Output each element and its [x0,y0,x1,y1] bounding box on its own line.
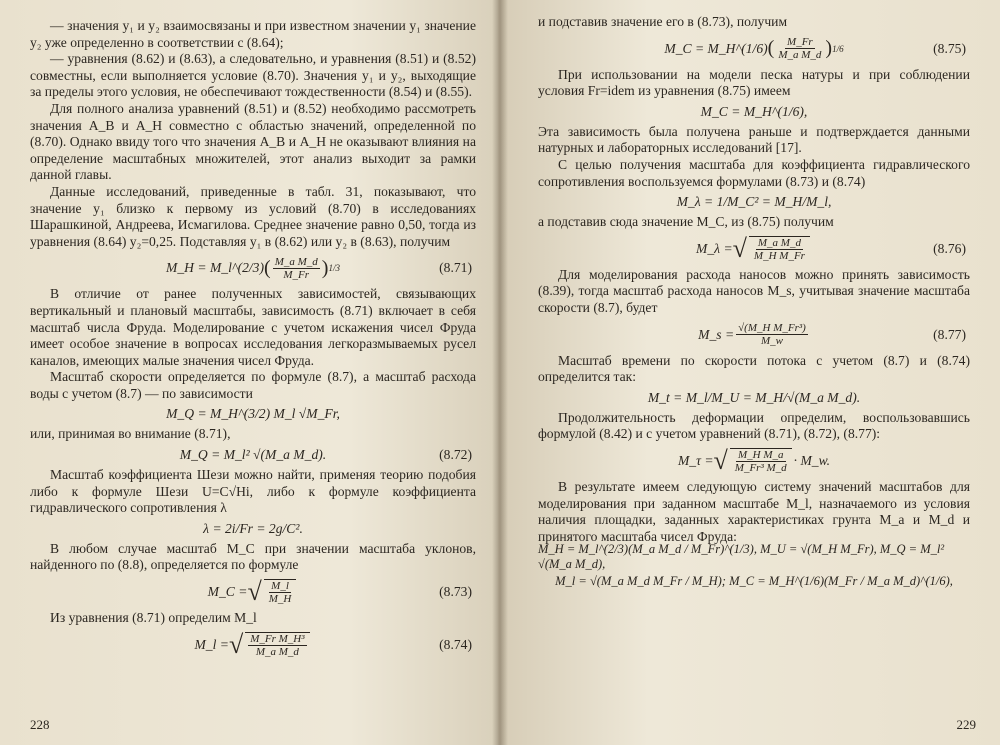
paragraph: Эта зависимость была получена раньше и подтверждается данными натурных и лабораторных исследований [17]. [538,123,970,156]
paragraph: Продолжительность деформации определим, воспользовавшись формулой (8.42) и с учетом уравнений (8.71), (8.72), (8.77): [538,409,970,442]
paragraph: и подставив значение его в (8.73), получим [538,14,788,29]
sqrt-symbol: √ $\frac{\text{M\_a M\_d}}{\text{M\_H M\_Fr}}$ [733,236,812,262]
equation-number: (8.73) [439,584,472,600]
paragraph: Масштаб времени по скорости потока с учетом (8.7) и (8.74) определится так: [538,352,970,385]
equation-8-74: M_l = √ $\frac{\text{M\_Fr M\_H³}}{\text{M\_a M\_d}}$ (8.74) [194,629,472,659]
equation-system-line-1: M_H = M_l^(2/3)(M_a M_d / M_Fr)^(1/3), M_U = √(M_H M_Fr), M_Q = M_l² √(M_a M_d), [538,542,945,572]
paragraph: При использовании на модели песка натуры и при соблюдении условия Fr=idem из уравнения (8.75) имеем [538,66,970,99]
paragraph: или, принимая во внимание (8.71), [30,426,231,442]
paragraph: В отличие от ранее полученных зависимостей, связывающих вертикальный и плановый масштабы, зависимость (8.71) включает в себя масштаб числа Фруда. Моделирование с учетом искажения чисел Фруда имеет особое значение в вопросах исследования легкоразмываемых русел каналов, имеющих малые значения чисел Фруда. [30,286,476,368]
paragraph: Из уравнения (8.71) определим M_l [50,610,257,626]
equation-8-73: M_C = √ $\frac{M\_l}{M\_H}$ (8.73) [207,577,472,607]
page-number: 229 [956,717,976,732]
equation-mt: M_t = M_l/M_U = M_H/√(M_a M_d). [647,389,861,405]
equation-number: (8.71) [439,260,472,276]
equation-mq: M_Q = M_H^(3/2) M_l √M_Fr, [166,406,340,422]
equation-number: (8.74) [439,636,472,652]
equation-number: (8.77) [933,326,966,342]
paragraph: Для полного анализа уравнений (8.51) и (8.52) необходимо рассмотреть значения A_B и A_H совместно с областью значений, определенной по (8.70). Однако ввиду того что значения A_B и A_H не оказывают влияния на определение масштабных множителей, этот анализ выходит за рамки данной главы. [30,100,476,183]
equation-8-71: M_H = M_l^(2/3) ( $\frac{\text{M\_a M\_d}}{M\_Fr}$ ) 1/3 (8.71) [166,255,472,281]
equation-system-line-2: M_l = √(M_a M_d M_Fr / M_H); M_C = M_H^(1/6)(M_Fr / M_a M_d)^(1/6), [555,573,953,588]
left-page [0,0,498,745]
fraction-denominator: M_Fr [283,268,310,281]
equation-8-72: M_Q = M_l² √(M_a M_d). (8.72) [179,447,472,463]
paragraph: — значения y₁ и y₂ взаимосвязаны и при известном значении y₁ значение y₂ уже определенно в соответствии с (8.64); [30,18,476,50]
paragraph: — уравнения (8.62) и (8.63), а следовательно, и уравнения (8.51) и (8.52) совместны, если выполняется условие (8.70). Значения y₁ и y₂, выходящие за пределы этого условия, не обеспечивают тождественности (8.54) и (8.55). [30,51,476,100]
sqrt-symbol: √ $\frac{\text{M\_H M\_a}}{\text{M\_Fr³ M\_d}}$ [714,448,794,474]
exponent: 1/6 [832,43,844,54]
paragraph: Данные исследований, приведенные в табл. 31, показывают, что значение y₁ близко к первому из условий (8.70) в исследованиях Шарашкиной, Андреева, Исмагилова. Среднее значение равно 0,50, тогда из уравнения (8.64) y₂=0,25. Подставляя y₁ в (8.62) или y₂ в (8.63), получим [30,183,476,249]
equation-number: (8.76) [933,240,966,256]
equation-mc: M_C = M_H^(1/6), [700,103,808,119]
equation-mlambda: M_λ = 1/M_C² = M_H/M_l, [676,194,832,210]
paragraph: С целью получения масштаба для коэффициента гидравлического сопротивления воспользуемся формулами (8.73) и (8.74) [538,156,970,189]
equation-lhs: M_H = M_l^(2/3) [166,260,265,276]
paragraph: Масштаб коэффициента Шези можно найти, применяя теорию подобия либо к формуле Шези U=C√Hi, либо к формуле коэффициента гидравлического сопротивления λ [30,467,476,516]
exponent: 1/3 [328,263,340,274]
paragraph: Для моделирования расхода наносов можно принять зависимость (8.39), тогда масштаб расхода наносов M_s, учитывая значение масштаба скорости (8.7), будет [538,266,970,315]
equation-mtau: M_τ = √ $\frac{\text{M\_H M\_a}}{\text{M\_Fr³ M\_d}}$ · M_w. [677,445,831,475]
paragraph: В результате имеем следующую систему значений масштабов для моделирования при заданном масштабе M_l, назначаемого из условия наличия площадки, заданных характеристиках грунта M_a и M_d и принятого масштаба чисел Фруда: [538,478,970,544]
sqrt-symbol: √ $\frac{M\_l}{M\_H}$ [247,579,298,605]
paragraph: Масштаб скорости определяется по формуле (8.7), а масштаб расхода воды с учетом (8.7) — по зависимости [30,369,476,401]
equation-number: (8.75) [933,40,966,56]
page-number: 228 [30,717,50,732]
fraction-numerator: M_a M_d [274,255,318,268]
equation-number: (8.72) [439,447,472,463]
right-page [498,0,1000,745]
equation-8-76: M_λ = √ $\frac{\text{M\_a M\_d}}{\text{M\_H M\_Fr}}$ (8.76) [696,233,966,263]
sqrt-symbol: √ $\frac{\text{M\_Fr M\_H³}}{\text{M\_a M\_d}}$ [229,632,312,658]
equation-lambda: λ = 2i/Fr = 2g/C². [203,520,303,536]
paragraph: В любом случае масштаб M_C при значении масштаба уклонов, найденного по (8.8), определяется по формуле [30,540,476,573]
paragraph: а подставив сюда значение M_C, из (8.75) получим [538,214,834,230]
equation-8-77: M_s = $\frac{\text{√(M\_H M\_Fr³)}}{M\_w}$ (8.77) [698,322,966,348]
equation-8-75: M_C = M_H^(1/6) ( $\frac{M\_Fr}{\text{M\_a M\_d}}$ ) 1/6 (8.75) [664,36,966,62]
